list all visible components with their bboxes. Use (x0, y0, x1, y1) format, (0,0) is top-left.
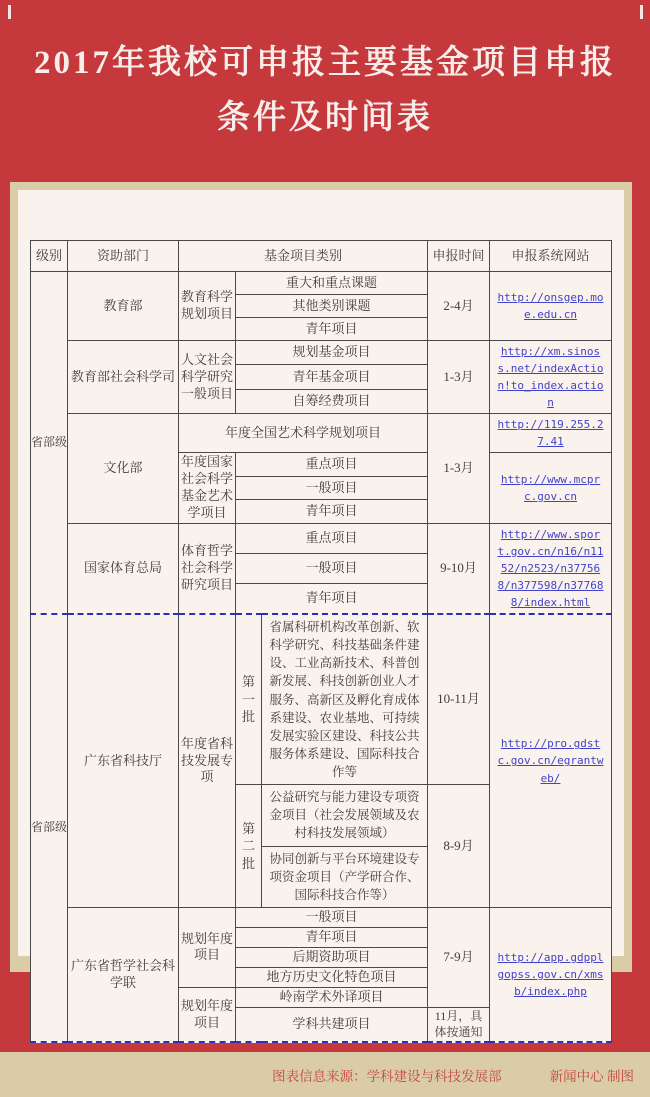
page-title (0, 0, 650, 146)
website-link[interactable]: http://xm.sinoss.net/indexAction!to_index.action (497, 345, 604, 410)
time-cell: 2-4月 (428, 272, 490, 341)
content-frame (10, 182, 632, 1039)
time-cell: 7-9月 (428, 907, 490, 1007)
website-link[interactable]: http://119.255.27.41 (497, 418, 604, 449)
item-cell: 青年基金项目 (236, 365, 428, 389)
batch-label-first: 第一批 (236, 614, 262, 785)
item-cell: 后期资助项目 (236, 947, 428, 967)
dept-gd-social-science: 广东省哲学社会科学联 (68, 907, 179, 1042)
program-moe: 教育科学规划项目 (179, 272, 236, 341)
level-cell-provincial-2: 省部级 (31, 614, 68, 1042)
header-time: 申报时间 (428, 241, 490, 272)
item-cell: 青年项目 (236, 584, 428, 614)
program-gd-tech-special: 年度省科技发展专项 (179, 614, 236, 907)
table-row (31, 523, 612, 553)
top-right-corner-mark (640, 5, 643, 19)
table-row (31, 614, 612, 785)
table-row (31, 907, 612, 927)
header-level: 级别 (31, 241, 68, 272)
item-cell: 重点项目 (236, 523, 428, 553)
batch-label-second: 第二批 (236, 785, 262, 908)
program-annual-plan-2: 规划年度项目 (179, 987, 236, 1042)
website-link-cell (490, 523, 612, 614)
item-cell: 协同创新与平台环境建设专项资金项目（产学研合作、国际科技合作等） (262, 846, 428, 907)
level-cell-provincial-1: 省部级 (31, 272, 68, 615)
table-row (31, 414, 612, 453)
item-cell: 一般项目 (236, 476, 428, 500)
header-department: 资助部门 (68, 241, 179, 272)
table-row (31, 272, 612, 295)
website-link[interactable]: http://pro.gdstc.gov.cn/egrantweb/ (497, 737, 604, 785)
time-cell: 9-10月 (428, 523, 490, 614)
table-header-row (31, 241, 612, 272)
item-cell: 一般项目 (236, 907, 428, 927)
website-link-cell (490, 272, 612, 341)
content-panel (18, 190, 624, 1039)
item-cell: 学科共建项目 (236, 1007, 428, 1042)
website-link[interactable]: http://www.mcprc.gov.cn (500, 473, 601, 504)
item-cell-merged: 年度全国艺术科学规划项目 (179, 414, 428, 453)
time-cell: 1-3月 (428, 341, 490, 414)
website-link[interactable]: http://www.sport.gov.cn/n16/n1152/n2523/n377568/n377598/n377688/index.html (497, 527, 604, 610)
time-cell: 10-11月 (428, 614, 490, 785)
dept-culture: 文化部 (68, 414, 179, 524)
page-title-line2: 条件及时间表 (217, 100, 433, 136)
footer-bar (0, 1052, 650, 1097)
item-cell: 公益研究与能力建设专项资金项目（社会发展领域及农村科技发展领域） (262, 785, 428, 846)
website-link-cell (490, 614, 612, 907)
dept-sport: 国家体育总局 (68, 523, 179, 614)
footer-credit-text: 新闻中心 制图 (549, 1068, 634, 1084)
website-link-cell (490, 414, 612, 453)
dept-moe: 教育部 (68, 272, 179, 341)
item-cell: 青年项目 (236, 318, 428, 341)
item-cell: 重大和重点课题 (236, 272, 428, 295)
table-row (31, 341, 612, 365)
website-link[interactable]: http://onsgep.moe.edu.cn (497, 290, 604, 321)
footer-source-text: 图表信息来源：学科建设与科技发展部 (272, 1068, 502, 1084)
website-link-cell (490, 341, 612, 414)
item-cell-batch1-desc: 省属科研机构改革创新、软科学研究、科技基础条件建设、工业高新技术、科普创新发展、科技创新创业人才服务、高新区及孵化育成体系建设、农业基地、可持续发展实验区建设、科技公共服务体系建设、国际科技合作等 (262, 614, 428, 785)
program-arts-fund: 年度国家社会科学基金艺术学项目 (179, 453, 236, 524)
time-cell: 11月，具体按通知 (428, 1007, 490, 1042)
header-category: 基金项目类别 (179, 241, 428, 272)
dept-moe-social-science: 教育部社会科学司 (68, 341, 179, 414)
item-cell: 规划基金项目 (236, 341, 428, 365)
page-title-line1: 2017年我校可申报主要基金项目申报 (34, 45, 616, 81)
item-cell: 青年项目 (236, 927, 428, 947)
fund-schedule-table (30, 240, 612, 1043)
dept-gd-science-tech: 广东省科技厅 (68, 614, 179, 907)
header-website: 申报系统网站 (490, 241, 612, 272)
item-cell: 岭南学术外译项目 (236, 987, 428, 1007)
time-cell: 8-9月 (428, 785, 490, 908)
item-cell: 青年项目 (236, 500, 428, 524)
website-link[interactable]: http://app.gdpplgopss.gov.cn/xmsb/index.php (497, 950, 604, 999)
item-cell: 一般项目 (236, 554, 428, 584)
item-cell: 地方历史文化特色项目 (236, 967, 428, 987)
item-cell: 重点项目 (236, 453, 428, 477)
program-sport-philosophy: 体育哲学社会科学研究项目 (179, 523, 236, 614)
website-link-cell (490, 453, 612, 524)
website-link-cell (490, 907, 612, 1042)
item-cell: 自筹经费项目 (236, 389, 428, 413)
time-cell: 1-3月 (428, 414, 490, 524)
program-humanities: 人文社会科学研究一般项目 (179, 341, 236, 414)
program-annual-plan-1: 规划年度项目 (179, 907, 236, 987)
item-cell: 其他类别课题 (236, 295, 428, 318)
top-left-corner-mark (8, 5, 11, 19)
